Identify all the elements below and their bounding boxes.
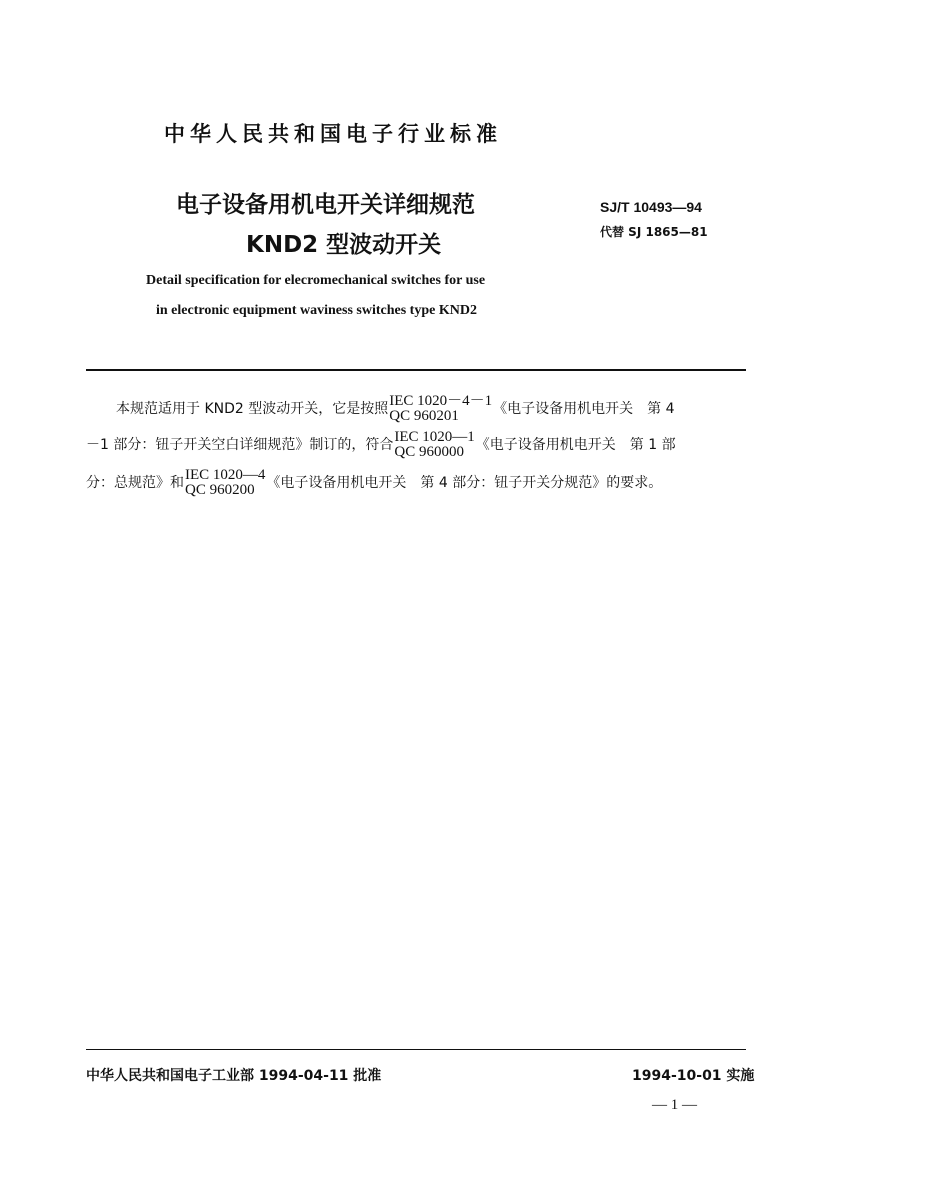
standard-number: SJ/T 10493—94 (600, 199, 702, 215)
title-english-line1: Detail specification for elecromechanical switches for use (146, 273, 486, 288)
reference-iec-1020-4 (185, 468, 265, 498)
reference-bottom: QC 960000 (394, 444, 464, 460)
approval-statement: 中华人民共和国电子工业部 1994-04-11 批准 (86, 1068, 382, 1084)
reference-iec-1020-1 (394, 430, 474, 460)
header-divider (86, 369, 746, 371)
reference-iec-1020-4-1 (389, 394, 492, 424)
body-text-segment: 分：总规范》和 (86, 475, 184, 491)
body-paragraph-line2 (86, 430, 746, 460)
title-chinese-line1: 电子设备用机电开关详细规范 (176, 192, 475, 218)
reference-bottom: QC 960201 (389, 408, 459, 424)
standard-category: 中华人民共和国电子行业标准 (164, 122, 502, 146)
replaces-standard: 代替 SJ 1865—81 (600, 225, 708, 239)
implementation-date: 1994-10-01 实施 (632, 1068, 755, 1084)
footer-divider (86, 1049, 746, 1050)
body-text-segment: －1 部分：钮子开关空白详细规范》制订的，符合 (86, 437, 394, 453)
reference-top: IEC 1020—4 (185, 467, 266, 483)
title-chinese-line2: KND2 型波动开关 (246, 232, 442, 258)
body-paragraph-line3 (86, 468, 746, 498)
page-number: — 1 — (652, 1097, 697, 1113)
body-paragraph-line1 (116, 394, 746, 424)
reference-bottom: QC 960200 (185, 482, 255, 498)
reference-top: IEC 1020－4－1 (389, 393, 493, 409)
body-text-segment: 本规范适用于 KND2 型波动开关，它是按照 (116, 401, 389, 417)
body-text-segment: 《电子设备用机电开关 第 1 部 (475, 437, 676, 453)
reference-top: IEC 1020—1 (394, 429, 475, 445)
body-text-segment: 《电子设备用机电开关 第 4 部分：钮子开关分规范》的要求。 (266, 475, 663, 491)
title-english-line2: in electronic equipment waviness switches type KND2 (156, 303, 477, 318)
body-text-segment: 《电子设备用机电开关 第 4 (493, 401, 675, 417)
